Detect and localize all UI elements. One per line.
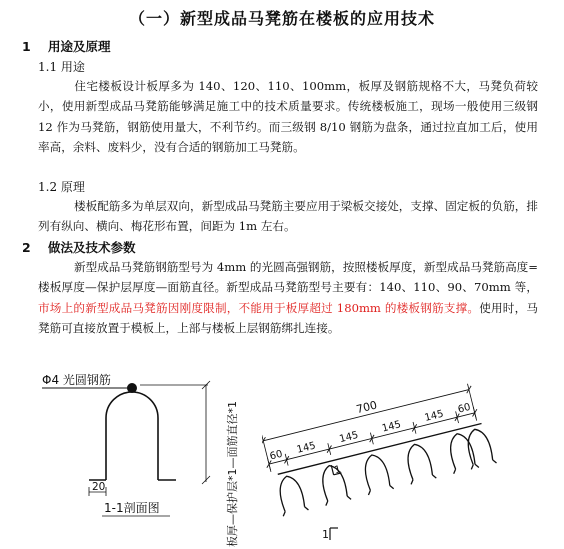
paragraph-method-text-end: 使用时，马凳筋可直接放置于模板上，上部与楼板上层钢筋绑扎连接。: [38, 300, 538, 336]
chair-feet-1: [282, 506, 308, 516]
chair-arch-4: [404, 442, 433, 480]
section-mark-bottom-label: 1: [322, 528, 329, 541]
chair-rebar: [106, 392, 158, 480]
chair-arch-5: [447, 431, 476, 469]
chair-feet-2: [325, 495, 351, 505]
chair-feet-5: [453, 464, 479, 474]
segment-label-0: 60: [268, 448, 284, 463]
section-caption: 1-1剖面图: [104, 501, 160, 515]
page-title: （一）新型成品马凳筋在楼板的应用技术: [128, 9, 435, 28]
paragraph-method: [38, 257, 538, 339]
section-1-number: 1: [22, 39, 31, 54]
chair-arch-6: [464, 427, 493, 465]
chair-feet-3: [367, 485, 393, 495]
segment-label-3: 145: [380, 419, 403, 435]
total-dim-tick-1: [465, 386, 472, 393]
layout-rotated-group: [262, 374, 497, 517]
subsection-1-1-label: 1.1 用途: [38, 60, 85, 74]
paragraph-principle: [38, 196, 538, 237]
subsection-1-2-label: 1.2 原理: [38, 180, 85, 194]
chair-feet-4: [410, 474, 436, 484]
section-1-title: 用途及原理: [48, 39, 111, 54]
section-mark-top-label: 1: [333, 464, 343, 477]
chair-arch-1: [276, 474, 305, 512]
segment-label-2: 145: [338, 429, 360, 446]
callout-label: Φ4 光圆钢筋: [42, 373, 111, 387]
section-drawing: [0, 362, 250, 549]
segment-label-5: 60: [456, 401, 472, 416]
paragraph-method-warning: 市场上的新型成品马凳筋因刚度限制，不能用于板厚超过 180mm 的楼板钢筋支撑。: [38, 300, 480, 315]
chair-arch-3: [361, 452, 390, 490]
foot-dim-label: 20: [92, 481, 106, 493]
section-2-heading: [22, 238, 136, 256]
paragraph-usage: [38, 76, 538, 158]
section-2-number: 2: [22, 240, 31, 255]
segment-label-1: 145: [295, 440, 317, 456]
segment-label-4: 145: [423, 408, 445, 424]
section-1-heading: [22, 37, 111, 55]
height-dim-label: 板厚—保护层*1—面筋直径*1: [226, 401, 239, 547]
total-dim-label: 700: [354, 398, 379, 417]
paragraph-principle-text: 楼板配筋多为单层双向，新型成品马凳筋主要应用于梁板交接处，支撑、固定板的负筋，排列有纵向、横向、梅花形布置，间距为 1m 左右。: [38, 199, 538, 234]
paragraph-usage-text: 住宅楼板设计板厚多为 140、120、110、100mm，板厚及钢筋规格不大，马凳负荷较小，使用新型成品马凳筋能够满足施工中的技术质量要求。传统楼板施工，现场一般使用三级钢 12 作为马凳筋，钢筋使用量大，不利节约。而三级钢 8/10 钢筋为盘条，通过拉直加工后，使用率高，余料、废料少，没有合适的钢筋加工马凳筋。: [38, 79, 538, 155]
section-2-title: 做法及技术参数: [48, 240, 136, 255]
layout-drawing: [262, 372, 562, 549]
paragraph-method-text: 新型成品马凳筋钢筋型号为 4mm 的光圆高强钢筋，按照楼板厚度，新型成品马凳筋高度=楼板厚度—保护层厚度—面筋直径。新型成品马凳筋型号主要有：140、110、90、70mm 等，: [38, 260, 538, 295]
